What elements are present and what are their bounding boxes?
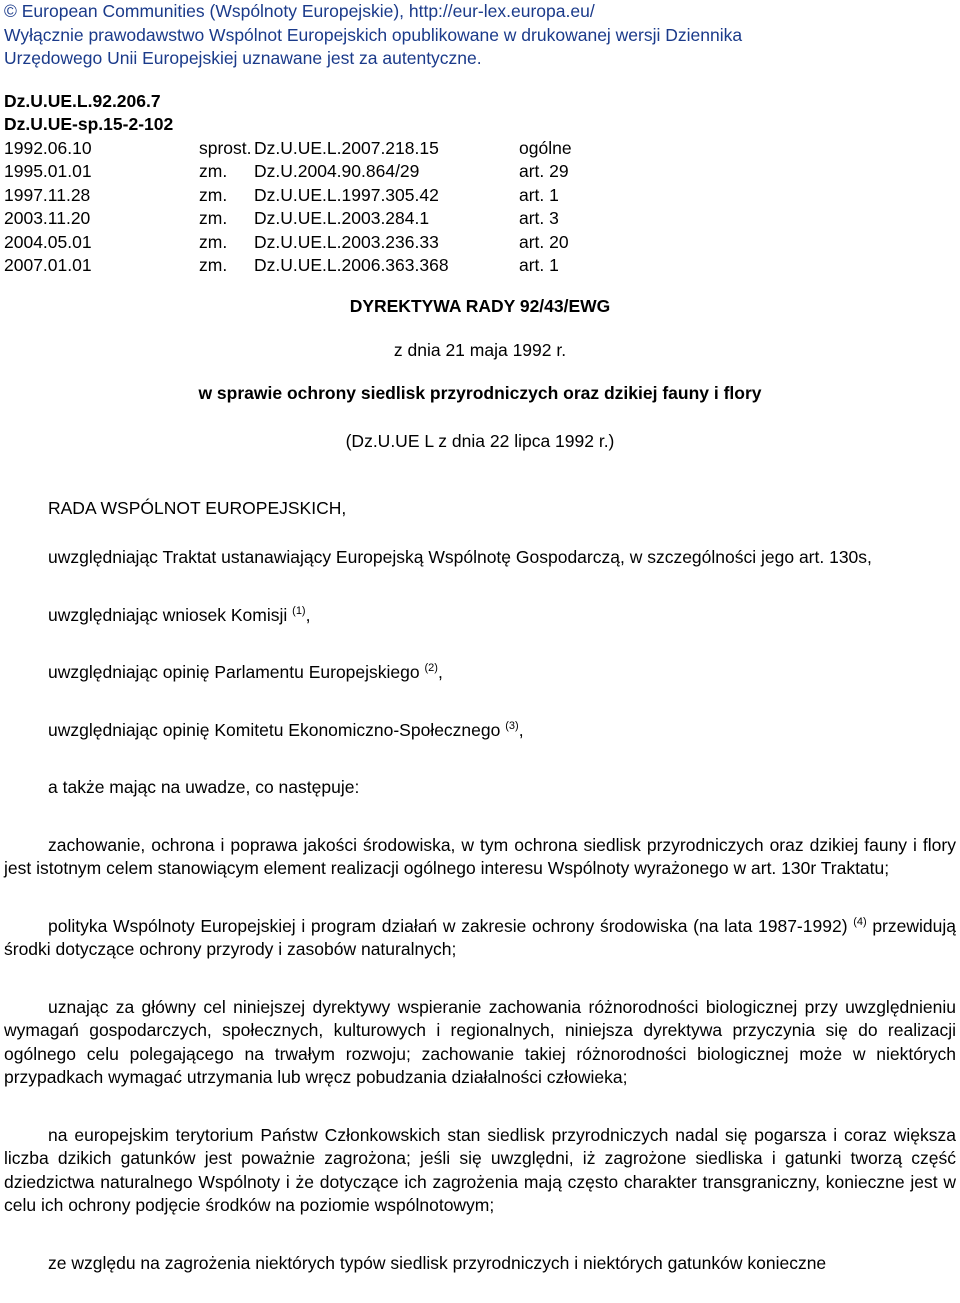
copyright-header	[4, 0, 956, 71]
table-row	[4, 207, 572, 231]
authenticity-notice-line-1: Wyłącznie prawodawstwo Wspólnot Europejskich opublikowane w drukowanej wersji Dziennika	[4, 24, 743, 45]
recital-punct: ,	[305, 604, 311, 625]
recital-punct: ,	[518, 719, 524, 740]
directive-date: z dnia 21 maja 1992 r.	[393, 340, 567, 360]
amendment-date: 1995.01.01	[4, 161, 92, 181]
footnote-ref[interactable]: (1)	[292, 604, 306, 617]
amendment-ref: Dz.U.UE.L.2003.284.1	[254, 208, 430, 228]
journal-identifiers	[4, 90, 956, 137]
amendment-type: zm.	[199, 161, 228, 181]
identifier-primary: Dz.U.UE.L.92.206.7	[4, 90, 161, 111]
amendments-table	[4, 137, 572, 278]
recital-environment: zachowanie, ochrona i poprawa jakości środowiska, w tym ochrona siedlisk przyrodniczych oraz dzikiej fauny i flory jest istotnym celem stanowiącym element realizacji ogólnego interesu Wspólnoty wyrażonego w art. 130r Traktatu;	[4, 834, 956, 878]
table-row	[4, 137, 572, 161]
table-row	[4, 254, 572, 278]
amendment-type: sprost.	[199, 137, 252, 158]
footnote-ref[interactable]: (3)	[505, 719, 519, 732]
recital-committee	[4, 719, 956, 743]
recital-text: uwzględniając opinię Komitetu Ekonomiczno-Społecznego	[48, 719, 501, 740]
amendment-date: 1992.06.10	[4, 137, 92, 158]
journal-reference: (Dz.U.UE L z dnia 22 lipca 1992 r.)	[345, 431, 615, 451]
table-row	[4, 231, 572, 255]
footnote-ref[interactable]: (2)	[424, 662, 438, 675]
recital-punct: ,	[437, 662, 443, 682]
amendment-ref: Dz.U.UE.L.2003.236.33	[254, 231, 439, 252]
recital-text: uwzględniając wniosek Komisji	[48, 604, 288, 625]
directive-title: DYREKTYWA RADY 92/43/EWG	[349, 295, 611, 316]
recital-text: polityka Wspólnoty Europejskiej i program działań w zakresie ochrony środowiska (na lata 1987-1992)	[48, 915, 848, 936]
recital-biodiversity: uznając za główny cel niniejszej dyrektywy wspieranie zachowania różnorodności biologicznej przy uwzględnieniu wymagań gospodarczych, społecznych, kulturowych i regionalnych, niniejsza dyrektywa przyczynia się do realizacji ogólnego celu polegającego na trwałym rozwoju; zachowanie takiej różnorodności biologicznej może w niektórych przypadkach wymagać utrzymania lub wręcz pobudzania działalności człowieka;	[4, 996, 956, 1087]
recital-threats: na europejskim terytorium Państw Członkowskich stan siedlisk przyrodniczych nadal się pogarsza i coraz większa liczba dzikich gatunków jest poważnie zagrożona; jeśli się uwzględni, iż zagrożone siedliska i gatunki tworzą część dziedzictwa naturalnego Wspólnoty i że dotyczące ich zagrożenia mają często charakter transgraniczny, konieczne jest w celu ich ochrony podjęcie środków na poziomie wspólnotowym;	[4, 1124, 956, 1215]
recital-treaty: uwzględniając Traktat ustanawiający Europejską Wspólnotę Gospodarczą, w szczególności jego art. 130s,	[48, 547, 872, 567]
amendment-scope: ogólne	[519, 137, 572, 158]
footnote-ref[interactable]: (4)	[853, 915, 867, 928]
directive-subject: w sprawie ochrony siedlisk przyrodniczych oraz dzikiej fauny i flory	[198, 382, 762, 403]
amendment-date: 2004.05.01	[4, 231, 92, 252]
amendment-scope: art. 1	[519, 255, 559, 275]
amendment-scope: art. 3	[519, 208, 559, 228]
recital-conservation: ze względu na zagrożenia niektórych typów siedlisk przyrodniczych i niektórych gatunków konieczne	[48, 1252, 827, 1273]
amendment-type: zm.	[199, 255, 228, 275]
amendment-type: zm.	[199, 231, 228, 252]
amendment-scope: art. 29	[519, 161, 569, 181]
amendment-type: zm.	[199, 208, 228, 228]
recital-commission	[4, 604, 956, 628]
recital-text-end: przewidują środki dotyczące ochrony przyrody i zasobów naturalnych;	[4, 915, 956, 959]
amendment-ref: Dz.U.UE.L.1997.305.42	[254, 184, 439, 205]
copyright-line: © European Communities (Wspólnoty Europejskie), http://eur-lex.europa.eu/	[4, 1, 595, 21]
authenticity-notice-line-2: Urzędowego Unii Europejskiej uznawane jest za autentyczne.	[4, 48, 482, 68]
recital-policy	[4, 915, 956, 962]
identifier-special-edition: Dz.U.UE-sp.15-2-102	[4, 114, 174, 134]
amendment-ref: Dz.U.UE.L.2007.218.15	[254, 137, 439, 158]
recital-whereas-intro: a także mając na uwadze, co następuje:	[48, 777, 360, 797]
amendment-date: 2007.01.01	[4, 255, 92, 275]
council-heading: RADA WSPÓLNOT EUROPEJSKICH,	[48, 497, 347, 518]
recital-text: uwzględniając opinię Parlamentu Europejskiego	[48, 662, 420, 682]
table-row	[4, 160, 572, 184]
amendment-date: 2003.11.20	[4, 208, 91, 228]
amendment-ref: Dz.U.2004.90.864/29	[254, 161, 420, 181]
recital-parliament	[4, 661, 956, 685]
table-row	[4, 184, 572, 208]
amendment-scope: art. 20	[519, 231, 569, 252]
amendment-scope: art. 1	[519, 184, 559, 205]
amendment-date: 1997.11.28	[4, 184, 91, 205]
amendment-ref: Dz.U.UE.L.2006.363.368	[254, 255, 449, 275]
amendment-type: zm.	[199, 184, 228, 205]
